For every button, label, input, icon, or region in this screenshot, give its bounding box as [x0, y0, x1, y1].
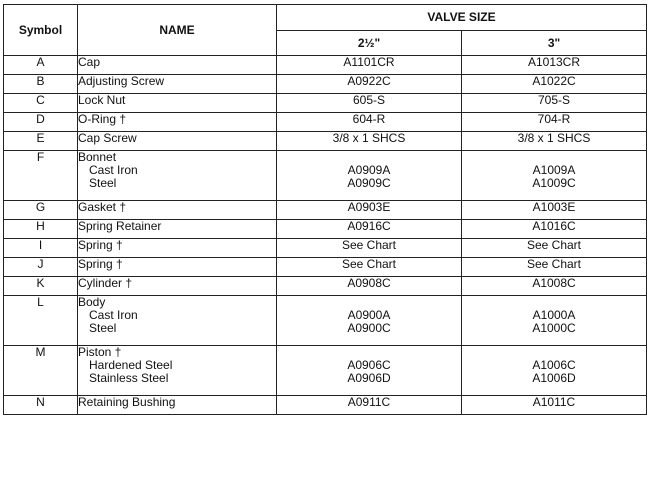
parts-table	[3, 4, 647, 415]
name-cell	[78, 296, 277, 346]
symbol-cell: H	[4, 220, 78, 239]
size-a-cell: See Chart	[277, 258, 462, 277]
size-a-cell: 3/8 x 1 SHCS	[277, 132, 462, 151]
size-b-cell: A1022C	[462, 75, 647, 94]
size-b-cell: 3/8 x 1 SHCS	[462, 132, 647, 151]
name-cell: Cap	[78, 56, 277, 75]
symbol-cell: J	[4, 258, 78, 277]
table-row	[4, 201, 647, 220]
part-name: Piston †	[78, 345, 122, 359]
size-b-cell: See Chart	[462, 239, 647, 258]
size-a-cell	[277, 151, 462, 201]
name-cell: O-Ring †	[78, 113, 277, 132]
table-row	[4, 239, 647, 258]
table-row	[4, 277, 647, 296]
size-b-cell	[462, 296, 647, 346]
part-number: A0909A	[347, 163, 391, 177]
symbol-cell: A	[4, 56, 78, 75]
size-b-cell: A1003E	[462, 201, 647, 220]
header-symbol: Symbol	[4, 5, 78, 56]
part-name: Bonnet	[78, 150, 117, 164]
part-number: A1006C	[532, 358, 576, 372]
name-cell	[78, 151, 277, 201]
variant-name: Cast Iron	[89, 163, 138, 177]
name-cell: Spring †	[78, 239, 277, 258]
symbol-cell: I	[4, 239, 78, 258]
symbol-cell: C	[4, 94, 78, 113]
name-cell: Retaining Bushing	[78, 396, 277, 415]
size-a-cell: A0903E	[277, 201, 462, 220]
header-valve-size: VALVE SIZE	[277, 5, 647, 31]
table-row	[4, 56, 647, 75]
size-b-cell	[462, 346, 647, 396]
size-a-cell: A0922C	[277, 75, 462, 94]
name-cell: Spring Retainer	[78, 220, 277, 239]
size-b-cell: A1008C	[462, 277, 647, 296]
name-cell: Spring †	[78, 258, 277, 277]
size-a-cell	[277, 346, 462, 396]
symbol-cell: L	[4, 296, 78, 346]
symbol-cell: B	[4, 75, 78, 94]
variant-name: Steel	[89, 321, 117, 335]
size-b-cell: A1011C	[462, 396, 647, 415]
size-b-cell: 704-R	[462, 113, 647, 132]
name-cell: Cylinder †	[78, 277, 277, 296]
variant-name: Hardened Steel	[89, 358, 173, 372]
variant-name: Stainless Steel	[89, 371, 169, 385]
table-row	[4, 258, 647, 277]
size-a-cell: A1101CR	[277, 56, 462, 75]
name-cell	[78, 346, 277, 396]
symbol-cell: G	[4, 201, 78, 220]
size-a-cell: A0911C	[277, 396, 462, 415]
size-a-cell	[277, 296, 462, 346]
part-number: A1009A	[532, 163, 576, 177]
size-a-cell: See Chart	[277, 239, 462, 258]
part-number: A1000C	[532, 321, 576, 335]
symbol-cell: D	[4, 113, 78, 132]
part-number: A0906D	[347, 371, 391, 385]
name-cell: Adjusting Screw	[78, 75, 277, 94]
part-number: A1006D	[532, 371, 576, 385]
table-row	[4, 396, 647, 415]
header-size-a: 2½"	[277, 31, 462, 56]
table-row	[4, 75, 647, 94]
symbol-cell: M	[4, 346, 78, 396]
variant-name: Cast Iron	[89, 308, 138, 322]
symbol-cell: F	[4, 151, 78, 201]
table-row	[4, 132, 647, 151]
part-number: A0900C	[347, 321, 391, 335]
symbol-cell: N	[4, 396, 78, 415]
size-b-cell: A1016C	[462, 220, 647, 239]
name-cell: Cap Screw	[78, 132, 277, 151]
size-b-cell: A1013CR	[462, 56, 647, 75]
table-row	[4, 151, 647, 201]
size-a-cell: 605-S	[277, 94, 462, 113]
size-a-cell: A0908C	[277, 277, 462, 296]
table-row	[4, 94, 647, 113]
part-name: Body	[78, 295, 106, 309]
size-a-cell: A0916C	[277, 220, 462, 239]
header-size-b: 3"	[462, 31, 647, 56]
table-row	[4, 296, 647, 346]
part-number: A1000A	[532, 308, 576, 322]
name-cell: Lock Nut	[78, 94, 277, 113]
part-number: A1009C	[532, 176, 576, 190]
part-number: A0900A	[347, 308, 391, 322]
size-a-cell: 604-R	[277, 113, 462, 132]
symbol-cell: K	[4, 277, 78, 296]
table-row	[4, 220, 647, 239]
name-cell: Gasket †	[78, 201, 277, 220]
part-number: A0909C	[347, 176, 391, 190]
size-b-cell	[462, 151, 647, 201]
table-row	[4, 113, 647, 132]
header-name: NAME	[78, 5, 277, 56]
part-number: A0906C	[347, 358, 391, 372]
size-b-cell: See Chart	[462, 258, 647, 277]
variant-name: Steel	[89, 176, 117, 190]
table-row	[4, 346, 647, 396]
symbol-cell: E	[4, 132, 78, 151]
size-b-cell: 705-S	[462, 94, 647, 113]
